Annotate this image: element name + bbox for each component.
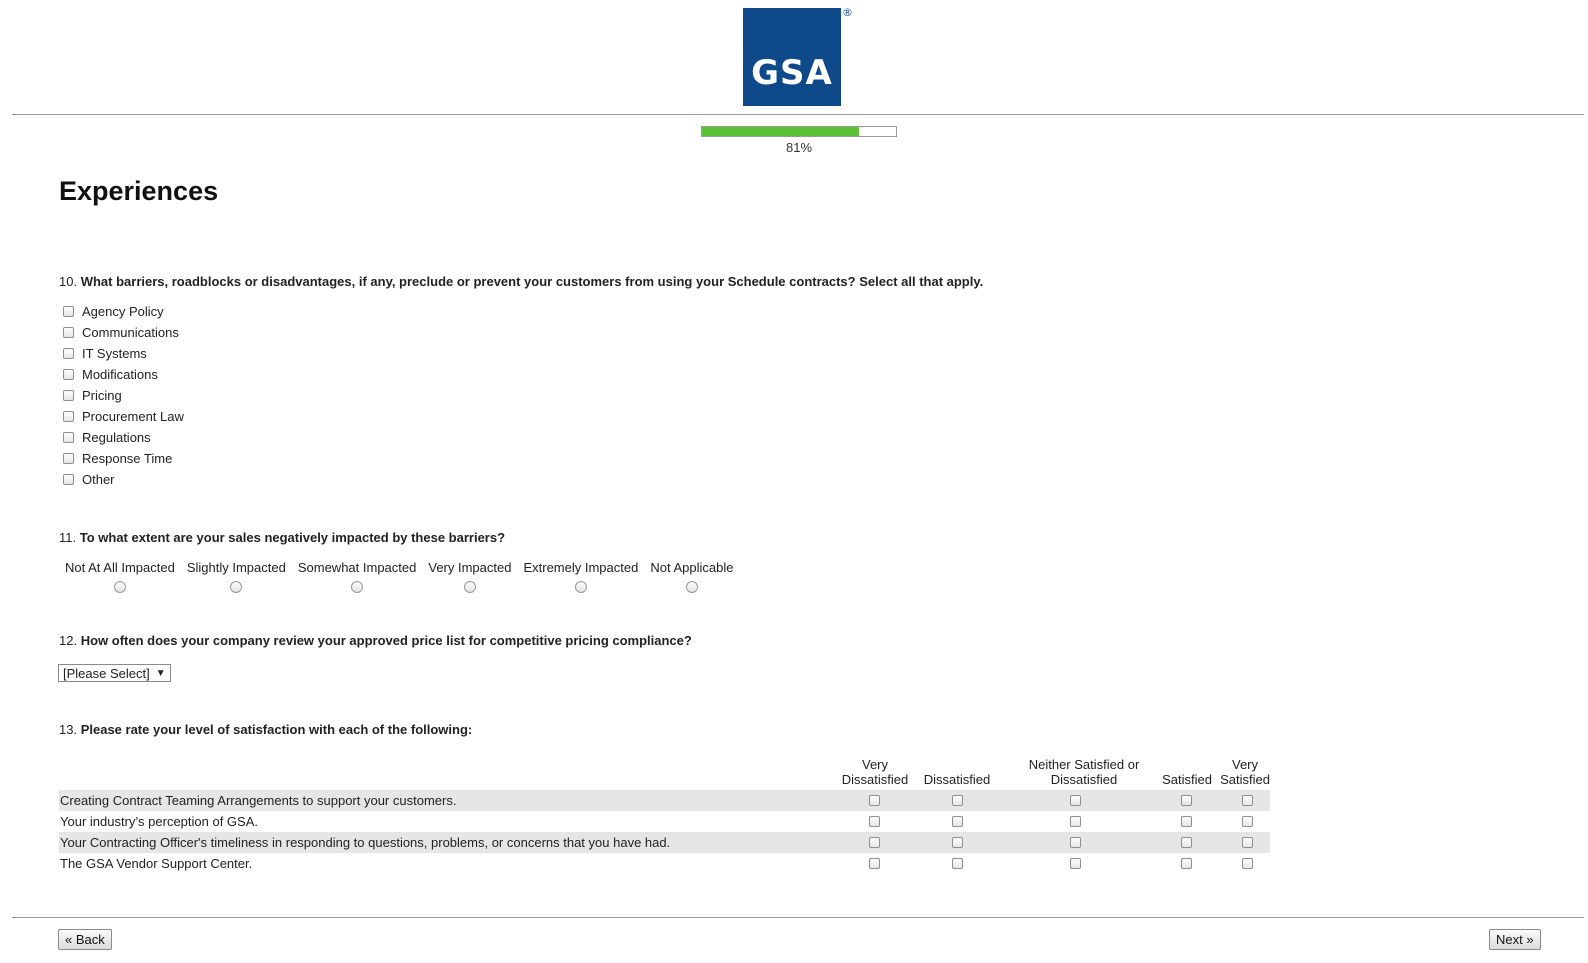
checkbox[interactable] <box>952 795 963 806</box>
checkbox[interactable] <box>1181 795 1192 806</box>
radio-button[interactable] <box>686 581 698 593</box>
question-11 <box>59 530 505 545</box>
scale-option-label: Slightly Impacted <box>186 560 286 575</box>
gsa-logo-text: GSA <box>751 53 833 93</box>
matrix-row <box>59 853 1270 874</box>
question-11-text: To what extent are your sales negatively impacted by these barriers? <box>79 530 506 545</box>
option-label: Modifications <box>82 367 158 382</box>
question-10-options <box>63 301 184 490</box>
checkbox[interactable] <box>63 306 74 317</box>
checkbox[interactable] <box>1181 816 1192 827</box>
checkbox[interactable] <box>952 816 963 827</box>
checkbox[interactable] <box>1070 858 1081 869</box>
checkbox[interactable] <box>952 858 963 869</box>
checkbox[interactable] <box>1181 837 1192 848</box>
page-header <box>0 0 1588 114</box>
option-label: Other <box>82 472 115 487</box>
checkbox[interactable] <box>63 432 74 443</box>
checkbox[interactable] <box>869 858 880 869</box>
checkbox[interactable] <box>63 369 74 380</box>
matrix-row-label: Your Contracting Officer's timeliness in responding to questions, problems, or concerns that you have had. <box>60 835 671 850</box>
option-regulations[interactable] <box>63 427 184 448</box>
scale-option[interactable] <box>59 560 181 593</box>
scale-option[interactable] <box>644 560 739 593</box>
scale-option-label: Not At All Impacted <box>65 560 175 575</box>
frequency-select[interactable] <box>58 664 171 682</box>
option-label: Regulations <box>82 430 151 445</box>
option-other[interactable] <box>63 469 184 490</box>
checkbox[interactable] <box>1181 858 1192 869</box>
option-label: Pricing <box>82 388 122 403</box>
checkbox[interactable] <box>63 411 74 422</box>
matrix-row <box>59 790 1270 811</box>
radio-button[interactable] <box>230 581 242 593</box>
checkbox[interactable] <box>1070 816 1081 827</box>
question-10-text: What barriers, roadblocks or disadvantages, if any, preclude or prevent your customers from using your Schedule contracts? Select all that apply. <box>80 274 984 289</box>
option-label: Procurement Law <box>82 409 184 424</box>
option-label: IT Systems <box>82 346 147 361</box>
scale-option-label: Extremely Impacted <box>523 560 639 575</box>
option-it-systems[interactable] <box>63 343 184 364</box>
checkbox[interactable] <box>1242 837 1253 848</box>
radio-button[interactable] <box>351 581 363 593</box>
option-response-time[interactable] <box>63 448 184 469</box>
question-12-number: 12. <box>59 633 78 648</box>
option-communications[interactable] <box>63 322 184 343</box>
footer-divider <box>12 917 1584 918</box>
option-agency-policy[interactable] <box>63 301 184 322</box>
matrix-row-label: The GSA Vendor Support Center. <box>60 856 253 871</box>
question-10-number: 10. <box>59 274 78 289</box>
column-header: Very Dissatisfied <box>841 757 909 787</box>
checkbox[interactable] <box>63 348 74 359</box>
matrix-row <box>59 832 1270 853</box>
question-11-scale <box>59 560 739 593</box>
question-12 <box>59 633 692 648</box>
frequency-select-value: [Please Select] <box>63 665 150 681</box>
checkbox[interactable] <box>1070 795 1081 806</box>
scale-option-label: Somewhat Impacted <box>297 560 417 575</box>
progress-bar <box>701 126 897 137</box>
checkbox[interactable] <box>63 474 74 485</box>
checkbox[interactable] <box>63 327 74 338</box>
back-button[interactable]: « Back <box>58 929 112 950</box>
question-10 <box>59 274 983 289</box>
checkbox[interactable] <box>1242 858 1253 869</box>
option-procurement-law[interactable] <box>63 406 184 427</box>
column-header: Dissatisfied <box>923 772 991 787</box>
scale-option[interactable] <box>422 560 517 593</box>
satisfaction-matrix <box>59 757 1270 874</box>
question-11-number: 11. <box>59 530 77 545</box>
checkbox[interactable] <box>869 816 880 827</box>
matrix-row-label: Creating Contract Teaming Arrangements to support your customers. <box>60 793 457 808</box>
header-divider <box>12 114 1584 115</box>
option-pricing[interactable] <box>63 385 184 406</box>
scale-option[interactable] <box>517 560 644 593</box>
column-header: Neither Satisfied or Dissatisfied <box>1028 757 1140 787</box>
column-header: Satisfied <box>1162 772 1212 787</box>
next-button[interactable]: Next » <box>1489 929 1541 950</box>
question-13-number: 13. <box>59 722 78 737</box>
option-modifications[interactable] <box>63 364 184 385</box>
checkbox[interactable] <box>63 390 74 401</box>
matrix-row <box>59 811 1270 832</box>
checkbox[interactable] <box>63 453 74 464</box>
scale-option-label: Not Applicable <box>650 560 734 575</box>
checkbox[interactable] <box>869 795 880 806</box>
option-label: Communications <box>82 325 179 340</box>
checkbox[interactable] <box>1070 837 1081 848</box>
option-label: Agency Policy <box>82 304 164 319</box>
checkbox[interactable] <box>1242 816 1253 827</box>
matrix-row-label: Your industry’s perception of GSA. <box>60 814 259 829</box>
scale-option[interactable] <box>181 560 292 593</box>
question-13 <box>59 722 472 737</box>
registered-mark: ® <box>842 6 853 19</box>
option-label: Response Time <box>82 451 173 466</box>
radio-button[interactable] <box>464 581 476 593</box>
page-title: Experiences <box>59 176 219 206</box>
scale-option-label: Very Impacted <box>428 560 512 575</box>
checkbox[interactable] <box>869 837 880 848</box>
progress-label: 81% <box>785 140 813 155</box>
scale-option[interactable] <box>292 560 423 593</box>
matrix-header <box>59 757 1270 790</box>
progress-bar-fill <box>702 127 859 136</box>
checkbox[interactable] <box>952 837 963 848</box>
question-12-text: How often does your company review your approved price list for competitive pricing compliance? <box>80 633 692 648</box>
radio-button[interactable] <box>575 581 587 593</box>
question-13-text: Please rate your level of satisfaction with each of the following: <box>80 722 473 737</box>
radio-button[interactable] <box>114 581 126 593</box>
checkbox[interactable] <box>1242 795 1253 806</box>
gsa-logo <box>743 8 841 106</box>
column-header: Very Satisfied <box>1220 757 1270 787</box>
chevron-down-icon: ▼ <box>155 667 166 679</box>
